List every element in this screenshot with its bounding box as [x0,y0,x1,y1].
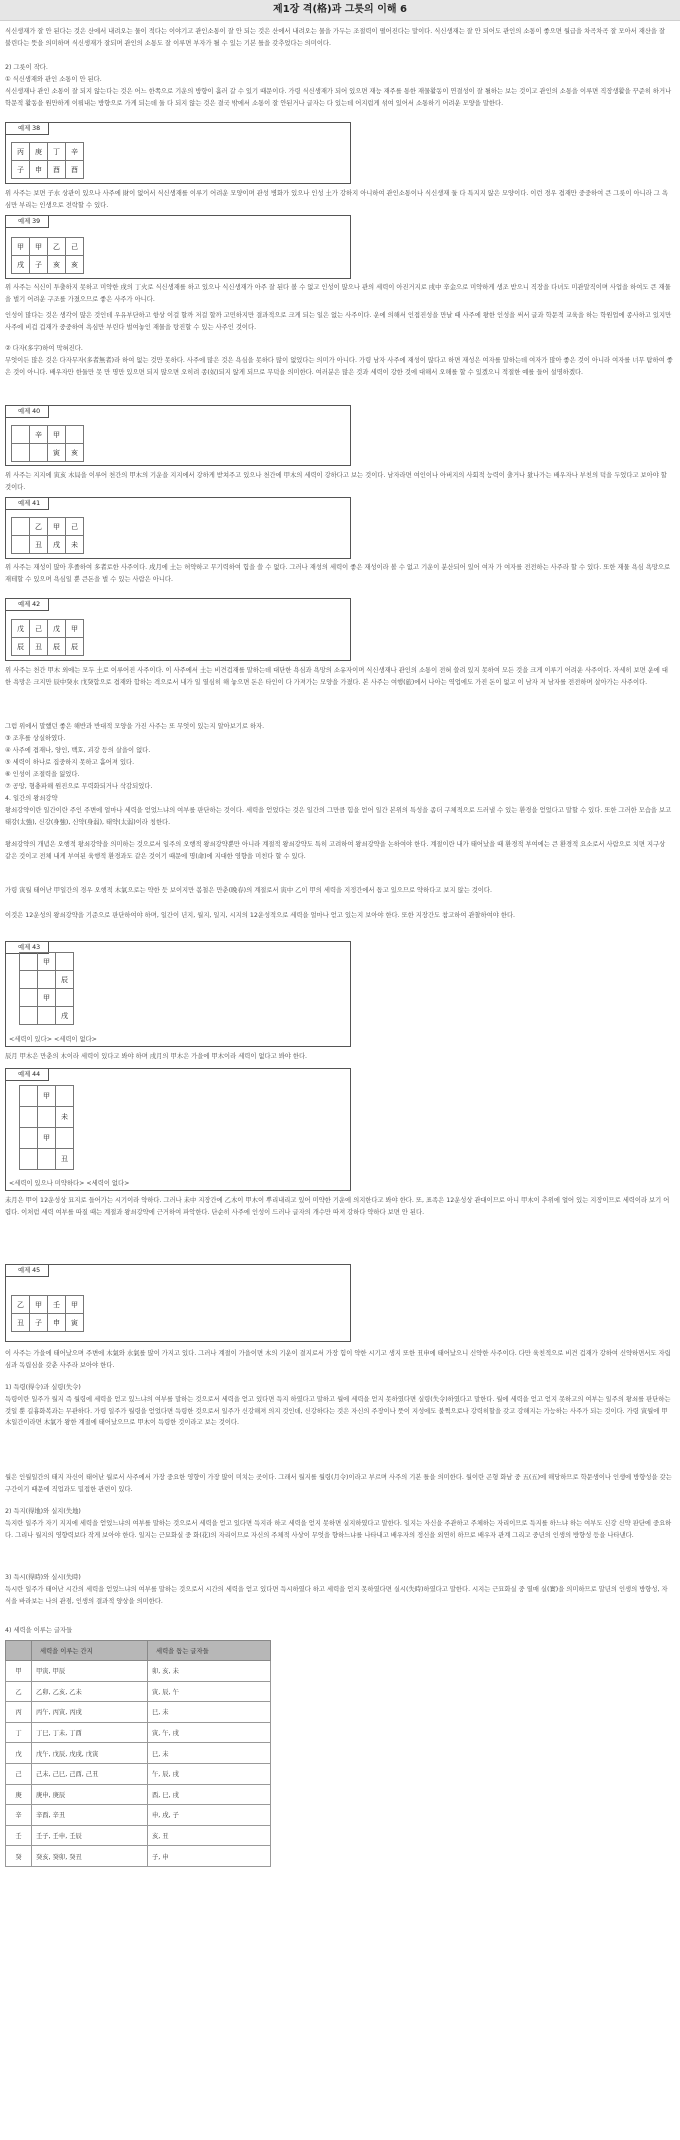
grid-cell: 亥 [66,256,84,274]
grid-cell [56,1086,74,1107]
table-row [6,1763,271,1784]
grid-cell: 甲 [38,1086,56,1107]
grid-cell: 甲 [38,953,56,971]
table-cell: 申, 戌, 子 [148,1805,271,1826]
list-item: ③ 조후를 상실하였다. [5,735,66,742]
table-cell: 寅, 午, 戌 [148,1722,271,1743]
grid-cell [20,1107,38,1128]
grid-cell: 己 [30,620,48,638]
table-cell: 寅, 辰, 午 [148,1681,271,1702]
table-cell: 癸亥, 癸卯, 癸丑 [32,1846,148,1867]
grid-cell: 戊 [12,620,30,638]
example-label: 예제 38 [6,123,49,135]
list-item: ⑤ 세력이 하나로 집중하지 못하고 흩어져 있다. [5,759,135,766]
list-item: ④ 사주에 겹재나, 양인, 백호, 괴강 등의 살을이 없다. [5,747,151,754]
example-label: 예제 44 [6,1069,49,1081]
table-cell: 己未, 己巳, 己酉, 己丑 [32,1763,148,1784]
grid-cell [20,1128,38,1149]
grid-cell: 甲 [38,989,56,1007]
table-row [6,1805,271,1826]
saju-grid [11,1295,84,1332]
grid-cell: 丙 [12,143,30,161]
grid-cell [12,536,30,554]
table-cell: 癸 [6,1846,32,1867]
table-cell: 巳, 未 [148,1743,271,1764]
grid-cell [66,426,84,444]
table-cell: 甲寅, 甲辰 [32,1661,148,1682]
example-box [5,122,351,184]
saju-grid [11,425,84,462]
table-cell: 辛 [6,1805,32,1826]
grid-cell [56,989,74,1007]
example-box [5,497,351,559]
paragraph: 득령이란 일주가 월지 즉 월령에 세력을 얻고 있느냐의 여부를 말하는 것으로서 세력을 얻고 있다면 득지 하였다고 말하고 월에 세력을 얻지 못하였다면 실령(失令)하였다고 말한다. 월에 세력을 얻고 얻지 못하고의 여부는 일주의 왕쇠를 판단하는 것일 뿐 길흉화복과는 무관하다. 가령 일주가 월령을 얻었다면 득령한 것으로서 일주가 신강해져 의지 것인데, 신강하다는 것은 자신의 주장이나 뜻이 지성에도 불쩍으로나 강력히할을 갖고 강해지는 가능하는 사주가 되는 것이다. 가령 寅월에 甲木일간이라면 木氣가 왕한 계절에 태어났으므로 甲木이 득령한 것이라고 보는 것이다. [5,1396,671,1426]
paragraph: 辰月 甲木은 만춘의 木이라 세력이 있다고 봐야 하며 戌月의 甲木은 가을에 甲木이라 세력이 없다고 봐야 한다. [5,1053,308,1060]
grid-cell: 子 [30,1314,48,1332]
paragraph: 왕쇠강약의 개념은 오행적 왕쇠강약을 의미하는 것으로서 일주의 오행적 왕쇠강약뿐만 아니라 계절적 왕쇠강약도 특히 고려하여 왕쇠강약을 논하여야 한다. 계절이란 내가 태어났을 때 환경적 부여에는 큰 환경적 요소로서 사람으로 치면 지구상 같은 것이고 전체 내게 부여된 육행적 환경과도 같은 것이기 때문에 명(命)에 지대한 영향을 미친다 할 수 있다. [5,841,666,860]
list-item: ⑥ 인성이 조절력을 잃었다. [5,771,80,778]
table-cell: 戊午, 戊辰, 戊戌, 戊寅 [32,1743,148,1764]
grid-cell: 甲 [66,620,84,638]
paragraph: 식신생재나 관인 소통이 잘 되지 않는다는 것은 어느 한쪽으로 기운의 방향이 흘러 갈 수 있기 때문이다. 가령 식신생재가 되어 있으면 재능 재주를 통한 재물활동이 연결성이 잘 될하는 보는 것이고 관인의 소통을 이루면 직장생활을 꾸준히 하거나 학문적 활동을 원만하게 이뤄내는 방향으로 가게 되는데 둘 다 되지 않는 것은 결국 밖에서 소통이 잘 안된거나 글자는 다 있는데 어지럽게 섞여 있어서 소통하기 어려운 모양을 말한다. [5,88,672,107]
grid-cell: 子 [12,161,30,179]
saju-grid [11,142,84,179]
example-box [5,405,351,466]
example-label: 예제 42 [6,599,49,611]
grid-cell: 寅 [66,1314,84,1332]
grid-cell: 亥 [48,256,66,274]
grid-cell [20,1149,38,1170]
grid-cell: 未 [66,536,84,554]
grid-cell: 丑 [30,638,48,656]
grid-cell: 寅 [48,444,66,462]
grid-cell [38,1007,56,1025]
paragraph: 위 사주는 지지에 寅亥 木局을 이루어 천간의 甲木의 기운을 지지에서 강하게 받쳐주고 있으나 천간에 甲木의 세력이 강하다고 보는 것이다. 남자라면 여인이나 아버지의 사회적 능력이 출거나 왔나가는 배우자나 부친의 덕을 두었다고 보아야 할 것이다. [5,472,667,491]
section-heading: 4. 일간의 왕쇠강약 [5,795,58,802]
paragraph: 위 사주는 재성이 많아 후졸하여 多者로한 사주이다. 戌月에 土는 허약하고 무기력하여 힘을 쓸 수 없다. 그러나 재성의 세력이 좋은 재성이라 볼 수 없고 기운이 분산되어 있어 여자 가 여자를 전전하는 사주라 할 수 있다. 또한 재물 욕심 욕망으로 재테할 수 있으며 욕심일 뿐 큰돈을 벌 수 있는 사람은 아니다. [5,564,671,583]
example-label: 예제 45 [6,1265,49,1277]
grid-cell [20,989,38,1007]
section-heading: 2) 그릇이 작다. [5,64,48,71]
table-cell: 丙 [6,1702,32,1723]
table-cell: 壬子, 壬申, 壬辰 [32,1825,148,1846]
table-cell: 乙 [6,1681,32,1702]
table-header: 세력을 돕는 글자들 [148,1641,271,1661]
table-cell: 丁巳, 丁未, 丁酉 [32,1722,148,1743]
example-box [5,1068,351,1191]
section-heading: 4) 세력을 이루는 글자들 [5,1627,73,1634]
saju-grid [11,237,84,274]
grid-cell: 甲 [30,238,48,256]
example-label: 예제 39 [6,216,49,228]
table-cell: 亥, 丑 [148,1825,271,1846]
grid-cell: 戌 [48,536,66,554]
paragraph: 왕쇠강약이란 일간이란 주인 주변에 얼마나 세력을 얻었느냐의 여부를 판단하는 것이다. 세력을 얻었다는 것은 일간의 그만큼 힘을 얻어 일간 본위의 특성을 좀더 구체적으로 드러낼 수 있는 환경을 얻었다고 말할 수 있다. 또한 그러한 모습을 보고 태강(太強), 신강(身強), 신약(身弱), 태약(太弱)이라 칭한다. [5,807,672,826]
grid-cell [20,1086,38,1107]
grid-cell [30,444,48,462]
grid-cell: 甲 [48,426,66,444]
grid-cell: 辰 [56,971,74,989]
table-row [6,1825,271,1846]
table-row [6,1722,271,1743]
table-cell: 己 [6,1763,32,1784]
saju-grid [19,952,74,1025]
paragraph: 未月은 甲이 12운성상 묘지로 들어가는 시기이라 약하다. 그러나 未中 지장간에 乙木이 甲木이 뿌리내리고 있어 미약한 기운에 의지한다고 봐야 한다. 또, 표족은 12운성상 관대이므로 아니 甲木이 추위에 얼어 있는 지장이므로 세력이라 보기 어렵다. 이처럼 세력 여부를 따질 때는 계절과 왕쇠강약에 근거하여 파악한다. 단순히 사주에 인성이 드러나 글자의 개수만 따져 강하다 약하다 보면 안 된다. [5,1197,670,1216]
table-row [6,1661,271,1682]
table-cell: 酉, 巳, 戌 [148,1784,271,1805]
saju-grid [19,1085,74,1170]
grid-cell: 乙 [30,518,48,536]
grid-cell: 酉 [66,161,84,179]
table-header-row [6,1641,271,1661]
table-header [6,1641,32,1661]
table-row [6,1743,271,1764]
table-cell: 丁 [6,1722,32,1743]
example-caption: <세력이 있으나 미약하다> <세력이 없다> [9,1180,130,1187]
grid-cell: 丑 [30,536,48,554]
table-cell: 庚申, 庚辰 [32,1784,148,1805]
table-row [6,1846,271,1867]
example-box [5,941,351,1047]
grid-cell [12,444,30,462]
section-heading: 1) 득령(得令)과 실령(失令) [5,1384,81,1391]
example-label: 예제 41 [6,498,49,510]
grid-cell [56,1128,74,1149]
grid-cell: 乙 [48,238,66,256]
paragraph: 이것은 12운성의 왕쇠강약을 기준으로 판단하여야 하며, 일간이 년지, 월지, 일지, 시지의 12운성적으로 세력을 얼마나 얻고 있는지 보아야 한다. 또한 지장간도 참고하여 관찰하여야 한다. [5,912,516,919]
table-row [6,1681,271,1702]
grid-cell: 辰 [48,638,66,656]
table-cell: 辛酉, 辛丑 [32,1805,148,1826]
table-cell: 壬 [6,1825,32,1846]
list-item: ⑦ 공망, 형충파해 원진으로 무력화되거나 삭감되었다. [5,783,153,790]
page-header [0,0,680,21]
saju-grid [11,619,84,656]
grid-cell: 己 [66,518,84,536]
grid-cell: 辛 [66,143,84,161]
section-heading: 2) 득지(得地)와 실지(失地) [5,1508,81,1515]
table-cell: 子, 申 [148,1846,271,1867]
table-cell: 甲 [6,1661,32,1682]
table-cell: 乙卯, 乙亥, 乙未 [32,1681,148,1702]
saju-grid [11,517,84,554]
grid-cell: 子 [30,256,48,274]
grid-cell: 甲 [38,1128,56,1149]
grid-cell [12,426,30,444]
paragraph: 득지란 일주가 자기 지지에 세력을 얻었느냐의 여부를 말하는 것으로서 세력을 얻고 있다면 득지라 하고 세력을 얻지 못하면 실지하였다고 말한다. 일지는 자신을 주관하고 주체하는 자리이므로 득지를 하느냐 하는 여부도 신강 신약 판단에 중요하다. 그리나 월지의 영향력보다 작게 보아야 한다. 일지는 근묘화실 중 화(花)의 자리이므로 자신의 주체적 사상이 무엇을 향하느냐를 나타내고 배우자의 정신을 외연히 하므로 배우자 관계 그리고 중년의 인생의 방향성 등을 나타낸다. [5,1520,672,1539]
example-box [5,215,351,279]
list-item: ② 다자(多字)하여 막혀진다. [5,345,83,352]
grid-cell: 戌 [56,1007,74,1025]
grid-cell: 戊 [48,620,66,638]
grid-cell: 乙 [12,1296,30,1314]
grid-cell: 辛 [30,426,48,444]
paragraph: 그럼 위에서 말했던 좋은 해반과 반대적 모양을 가진 사주는 또 무엇이 있는지 알아보기로 하자. [5,723,265,730]
example-box [5,598,351,661]
grid-cell [12,518,30,536]
grid-cell [20,971,38,989]
paragraph: 가령 寅월 태어난 甲일간의 경우 오행적 木氣으로는 약한 듯 보이지만 봄철은 만춘(晩春)의 계절로서 寅中 乙이 甲의 세력을 지정간에서 돕고 있으므로 약하다고 보지 않는 것이다. [5,887,492,894]
grid-cell: 壬 [48,1296,66,1314]
table-cell: 卯, 亥, 未 [148,1661,271,1682]
grid-cell: 申 [30,161,48,179]
grid-cell: 辰 [66,638,84,656]
example-label: 예제 40 [6,406,49,418]
paragraph: 위 사주는 식신이 투출하지 못하고 미약한 戌의 丁火로 식신생재를 하고 있으나 식신생재가 아주 잘 된다 볼 수 없고 인성이 많으나 관의 세력이 아진거지로 戌中 辛金으로 미약하게 생조 받으니 직장을 다녀도 미관말직이며 사업을 하여도 큰 재물을 벌기 어려운 구조를 가졌으므로 좋은 사주가 아니다. [5,284,671,303]
paragraph: 위 사주는 천간 甲木 외에는 모두 土로 이루어진 사주이다. 이 사주에서 土는 비견겁재를 말하는데 대단한 욕심과 욕망의 소유자이며 식신생재나 관인의 소통이 전혀 쓸려 있지 못하여 모든 것을 크게 이루기 어려운 사주이다. 자세히 보면 운에 대한 욕망은 크지만 辰中癸水 戊癸합으로 겹재와 합하는 격으로서 내가 일 열심히 해 놓으면 돈은 타인이 다 가져가는 모양을 가졌다. 본 사주는 여행(旅)에서 나아는 역업에도 가진 돈이 없고 이 남자 저 남자를 전전하며 살아가는 사주이다. [5,667,668,686]
paragraph: 이 사주는 가을에 태어났으며 주변에 木氣와 水氣를 많이 가지고 있다. 그러나 계절이 가을이면 木의 기운이 결지로서 가장 힘이 약한 시기고 생지 또한 丑申에 태어났으니 신약한 사주이다. 다만 육친적으로 비견 겁재가 강하여 신약하면서도 자립심과 독립심을 갖춘 사주라 보아야 한다. [5,1350,671,1369]
grid-cell [56,953,74,971]
grid-cell: 戌 [12,256,30,274]
table-cell: 庚 [6,1784,32,1805]
grid-cell [38,1107,56,1128]
table-cell: 丙午, 丙寅, 丙戌 [32,1702,148,1723]
table-row [6,1702,271,1723]
example-caption: <세력이 있다> <세력이 없다> [9,1036,97,1043]
section-heading: 3) 득시(得時)와 실시(失時) [5,1574,81,1581]
paragraph: 득시란 일주가 태어난 시간의 세력을 얻었느냐의 여부를 말하는 것으로서 시간의 세력을 얻고 있다면 득시하였다 하고 세력을 얻지 못하였다면 실시(失時)하였다고 말한다. 시지는 근묘화실 중 열매 실(實)을 의미하므로 말년의 인생의 방향성, 자식을 바라보는 나의 관점, 인생의 결과적 양상을 의미한다. [5,1586,668,1605]
paragraph: 무엇이든 많은 것은 다자무자(多者無者)라 하여 없는 것만 못하다. 사주에 많은 것은 욕심을 못하다 많이 없었다는 의미가 아니다. 가령 남자 사주에 재성이 많다고 하면 재성은 여자를 말하는데 여자가 많아 좋은 것이 아니라 여자를 너무 탐하여 좋은 것이 아니다. 배우자만 한둘만 못 만 명만 있으면 되지 많으면 오히려 종(奴)되지 않게 되므로 무덕을 의미한다. 여러분은 많은 것과 세력이 강한 것에 대해서 오해를 할 수 있겠으니 적절한 예를 들어 설명하겠다. [5,357,673,376]
grid-cell: 甲 [66,1296,84,1314]
grid-cell: 甲 [12,238,30,256]
grid-cell [20,953,38,971]
grid-cell: 丑 [12,1314,30,1332]
grid-cell: 甲 [30,1296,48,1314]
table-cell: 戊 [6,1743,32,1764]
table-header: 세력을 이루는 간지 [32,1641,148,1661]
power-characters-table [5,1640,271,1867]
table-cell: 午, 辰, 戌 [148,1763,271,1784]
table-row [6,1784,271,1805]
grid-cell: 庚 [30,143,48,161]
paragraph: 인성이 많다는 것은 생각이 많은 것인데 우유부단하고 항상 이걸 할까 저걸 할까 고민하지만 결과적으로 크게 되는 일은 없는 사주이다. 운에 의해서 인접진성을 만날 때 사주에 왕한 인성을 써서 글과 학문적 교육을 하는 학원업에 종사하고 있지만 사주에 비겁 겁재가 중중하여 욕심만 부린다 벌여놓인 재물을 탕진할 수 있는 사주인 것이다. [5,312,672,331]
grid-cell: 丁 [48,143,66,161]
paragraph: 월은 인월일간의 태지 자신이 태어난 월로서 사주에서 가장 중요한 영향이 가장 많이 미치는 곳이다. 그래서 월지를 월령(月令)이라고 부르며 사주의 기본 틀을 의미한다. 월이란 곤형 화남 중 五(五)에 해당하므로 학문생이나 인생에 방향성을 갖는 구간이기 때문에 직업과도 밀접한 관련이 있다. [5,1474,672,1493]
example-label: 예제 43 [6,942,49,954]
grid-cell [38,971,56,989]
paragraph: 위 사주는 보면 子水 상관이 있으나 사주에 財이 없어서 식신생재를 이루기 어려운 모양이며 관성 병화가 있으나 인성 土가 강하지 아니하여 관인소통이나 식신생재 둘 다 특지지 않은 모양이다. 이런 경우 겹재만 중중하여 큰 그릇이 아니라 그 욕심만 부리는 인생으로 전락할 수 있다. [5,190,668,209]
grid-cell: 酉 [48,161,66,179]
grid-cell: 己 [66,238,84,256]
grid-cell [20,1007,38,1025]
page-title: 제1장 격(格)과 그릇의 이해 6 [273,4,407,15]
table-cell: 巳, 未 [148,1702,271,1723]
grid-cell [38,1149,56,1170]
example-box [5,1264,351,1342]
grid-cell: 未 [56,1107,74,1128]
grid-cell: 丑 [56,1149,74,1170]
grid-cell: 亥 [66,444,84,462]
grid-cell: 申 [48,1314,66,1332]
paragraph: 식신생재가 잘 안 된다는 것은 산에서 내려오는 물이 적다는 이야기고 관인소통이 잘 안 되는 것은 산에서 내려오는 물을 가두는 조절력이 떨어진다는 말이다. 식신생재는 잘 안 되어도 관인의 소통이 좋으면 월급을 차곡차곡 잘 모아서 재산을 잘 불린다는 뜻을 의미하며 식신생재가 잘되며 관인의 소통도 잘 이루면 부자가 될 수 있는 기본 틀을 갖추었다는 의미이다. [5,28,666,47]
grid-cell: 辰 [12,638,30,656]
list-item: ① 식신생재와 관인 소통이 안 된다. [5,76,102,83]
grid-cell: 甲 [48,518,66,536]
